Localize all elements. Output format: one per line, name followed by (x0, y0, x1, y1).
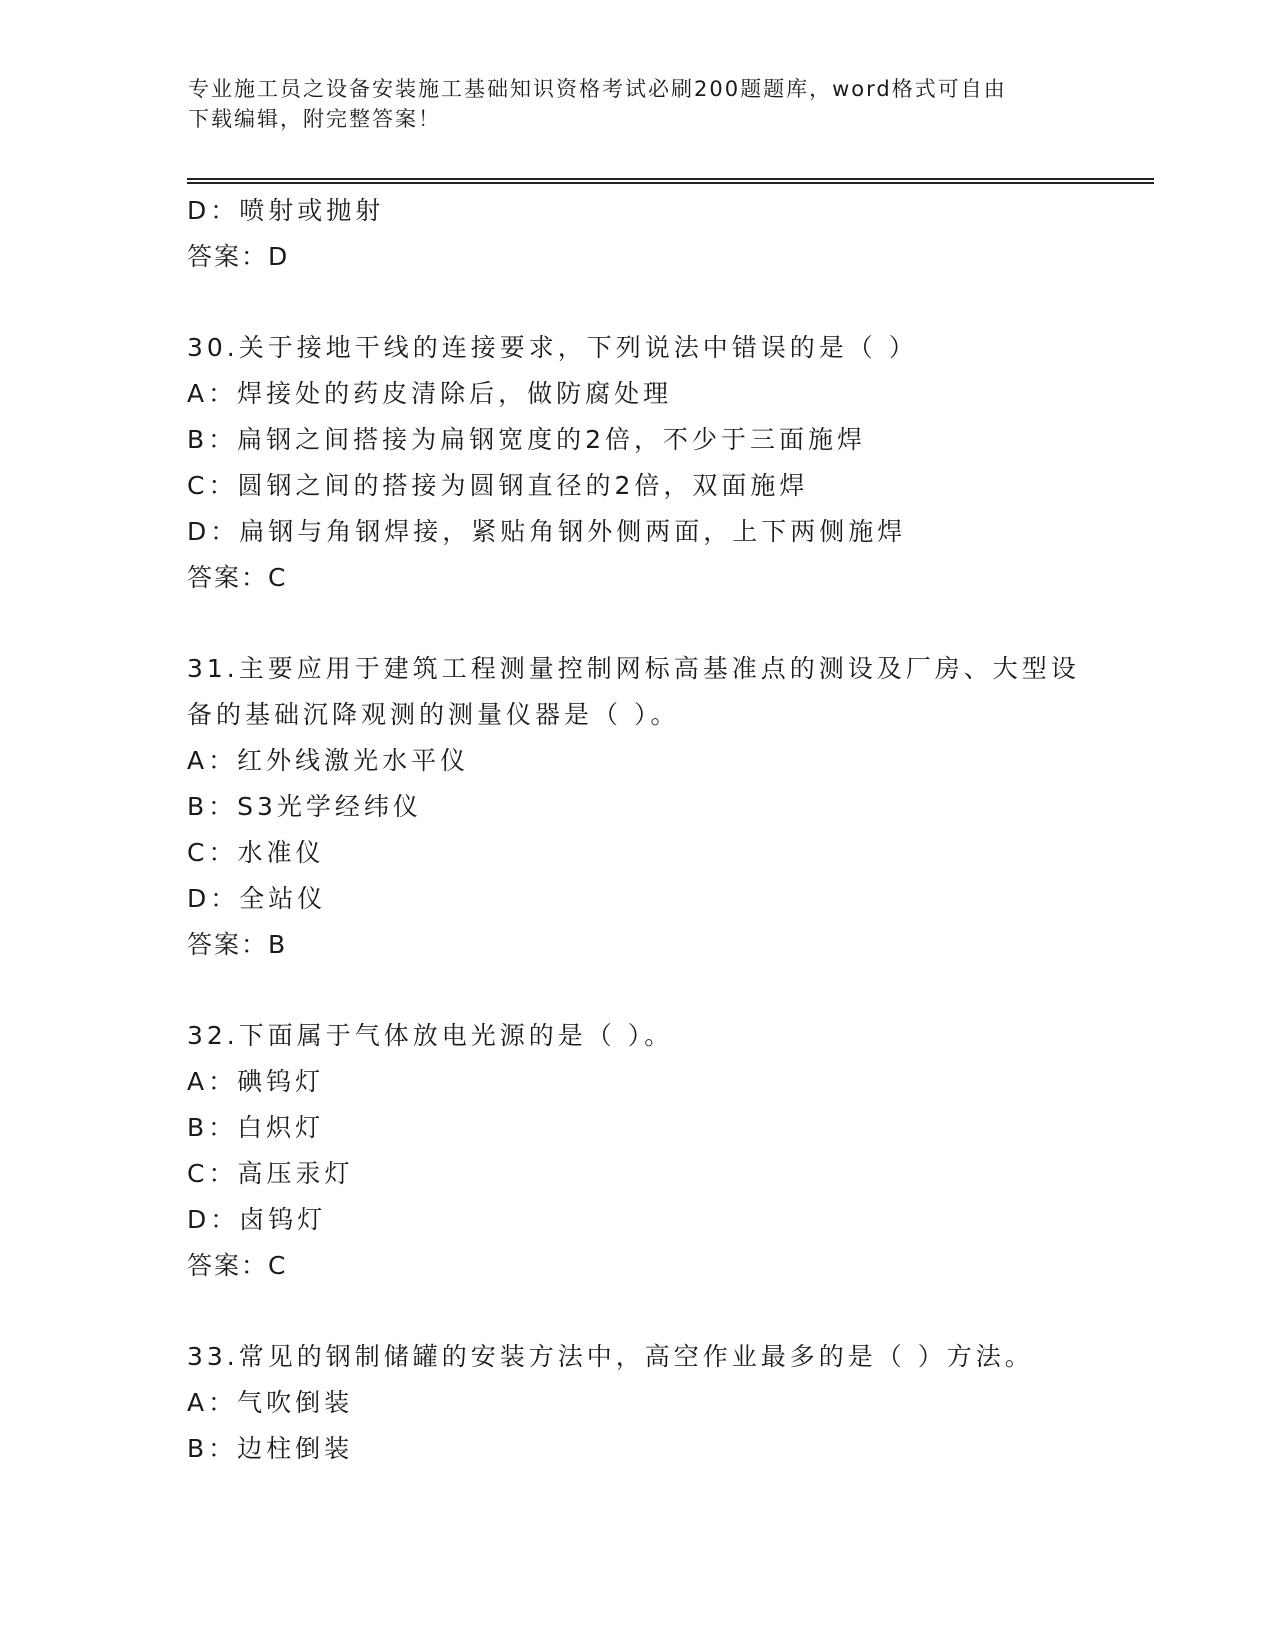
header-rule-bottom (187, 182, 1154, 184)
answer: 答案：B (187, 930, 288, 959)
spacer (187, 280, 1087, 325)
document-header (188, 74, 1088, 134)
question-stem: 30.关于接地干线的连接要求，下列说法中错误的是（ ） (187, 333, 918, 362)
option-b: B：边柱倒装 (187, 1434, 354, 1463)
option-b: B：S3光学经纬仪 (187, 792, 422, 821)
option-a: A：焊接处的药皮清除后，做防腐处理 (187, 379, 673, 408)
answer: 答案：C (187, 1251, 288, 1280)
option-d: D：卤钨灯 (187, 1205, 327, 1234)
spacer (187, 601, 1087, 646)
option-a: A：气吹倒装 (187, 1388, 354, 1417)
option-d: D：扁钢与角钢焊接，紧贴角钢外侧两面，上下两侧施焊 (187, 517, 907, 546)
question-30 (187, 325, 1087, 601)
header-line-1: 专业施工员之设备安装施工基础知识资格考试必刷200题题库，word格式可自由 (188, 77, 1007, 101)
option-b: B：白炽灯 (187, 1113, 325, 1142)
header-line-2: 下载编辑，附完整答案！ (188, 107, 441, 131)
spacer (187, 1289, 1087, 1334)
option-c: C：圆钢之间的搭接为圆钢直径的2倍，双面施焊 (187, 471, 809, 500)
option-c: C：高压汞灯 (187, 1159, 354, 1188)
question-stem: 33.常见的钢制储罐的安装方法中，高空作业最多的是（ ）方法。 (187, 1342, 1034, 1371)
option-a: A：红外线激光水平仪 (187, 746, 470, 775)
option-c: C：水准仪 (187, 838, 325, 867)
header-rule-top (187, 178, 1154, 180)
question-stem-continued: 备的基础沉降观测的测量仪器是（ ）。 (187, 700, 680, 729)
prev-option-d: D：喷射或抛射 (187, 196, 385, 225)
prev-answer: 答案：D (187, 242, 290, 271)
answer: 答案：C (187, 563, 288, 592)
question-31 (187, 646, 1087, 968)
option-b: B：扁钢之间搭接为扁钢宽度的2倍，不少于三面施焊 (187, 425, 867, 454)
document-body (187, 188, 1087, 1472)
question-32 (187, 1013, 1087, 1289)
question-33 (187, 1334, 1087, 1472)
spacer (187, 968, 1087, 1013)
question-stem: 32.下面属于气体放电光源的是（ ）。 (187, 1021, 674, 1050)
option-a: A：碘钨灯 (187, 1067, 325, 1096)
option-d: D：全站仪 (187, 884, 327, 913)
question-stem: 31.主要应用于建筑工程测量控制网标高基准点的测设及厂房、大型设 (187, 654, 1080, 683)
